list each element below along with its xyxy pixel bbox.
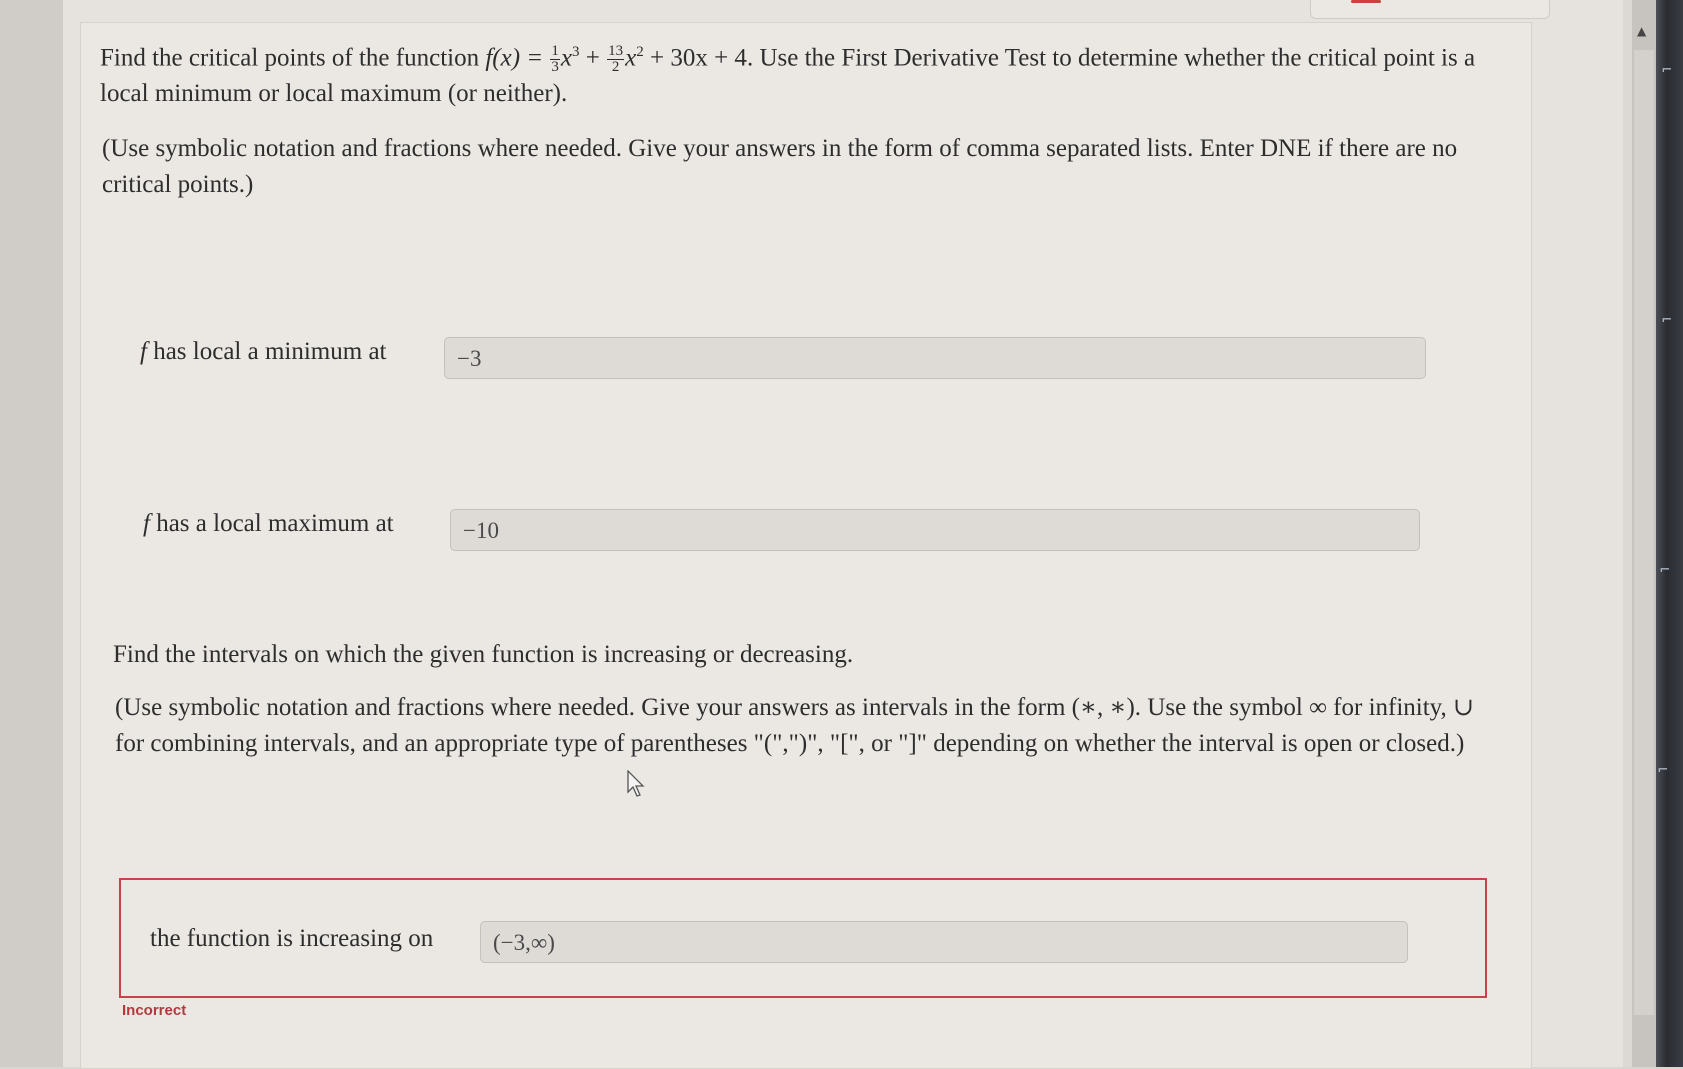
intro-text: Find the critical points of the function [100,44,486,72]
edge-decoration-icon: ⌐ [1658,760,1668,779]
fraction-1-numerator: 1 [551,43,559,60]
scroll-up-arrow-icon[interactable]: ▲ [1637,24,1647,38]
function-lhs: f(x) = [485,44,550,72]
tab-indicator [1351,0,1381,3]
fraction-2 [607,44,624,75]
adjacent-window-edge [1656,0,1683,1067]
term1-exponent: 3 [572,44,580,60]
term1-variable: x [560,44,573,72]
scrollbar-thumb[interactable] [1634,50,1654,1015]
minimum-label [140,338,386,366]
term2-exponent: 2 [636,44,644,60]
intro-after-text: . Use the First Derivative Test to determine whether the critical point is a local minimum or local maximum (or neither). [100,44,1476,108]
top-tab[interactable] [1310,0,1550,19]
fraction-1-denominator: 3 [551,59,559,76]
question-intro [100,34,1520,112]
incorrect-status: Incorrect [122,1002,187,1019]
maximum-answer-input[interactable]: −10 [450,509,1420,551]
fraction-2-numerator: 13 [608,43,624,60]
intervals-instructions: (Use symbolic notation and fractions where needed. Give your answers as intervals in the form (∗, ∗). Use the symbol ∞ for infinity, ∪ for combining intervals, and an appropriate type of parentheses "(",")", "[", or "]" depending on whether the interval is open or closed.) [115,694,1474,757]
edge-decoration-icon: ⌐ [1660,560,1670,579]
increasing-answer-input[interactable]: (−3,∞) [480,921,1408,963]
term2-variable: x [625,44,637,72]
maximum-label [143,510,394,538]
question-instructions: (Use symbolic notation and fractions where needed. Give your answers in the form of comma separated lists. Enter DNE if there are no critical points.) [102,135,1458,198]
minimum-label-text: has local a minimum at [146,338,387,365]
plus-sign: + [579,44,607,72]
edge-decoration-icon: ⌐ [1662,60,1672,79]
maximum-label-text: has a local maximum at [149,510,394,537]
fraction-1 [550,44,560,75]
function-rest: + 30x + 4 [643,44,747,72]
minimum-label-f: f [140,338,147,365]
increasing-label: the function is increasing on [150,925,434,952]
maximum-label-f: f [143,510,150,537]
minimum-answer-input[interactable]: −3 [444,337,1426,379]
mouse-cursor-icon [627,770,647,798]
edge-decoration-icon: ⌐ [1662,310,1672,329]
intervals-prompt: Find the intervals on which the given function is increasing or decreasing. [113,641,854,668]
fraction-2-denominator: 2 [611,59,620,76]
